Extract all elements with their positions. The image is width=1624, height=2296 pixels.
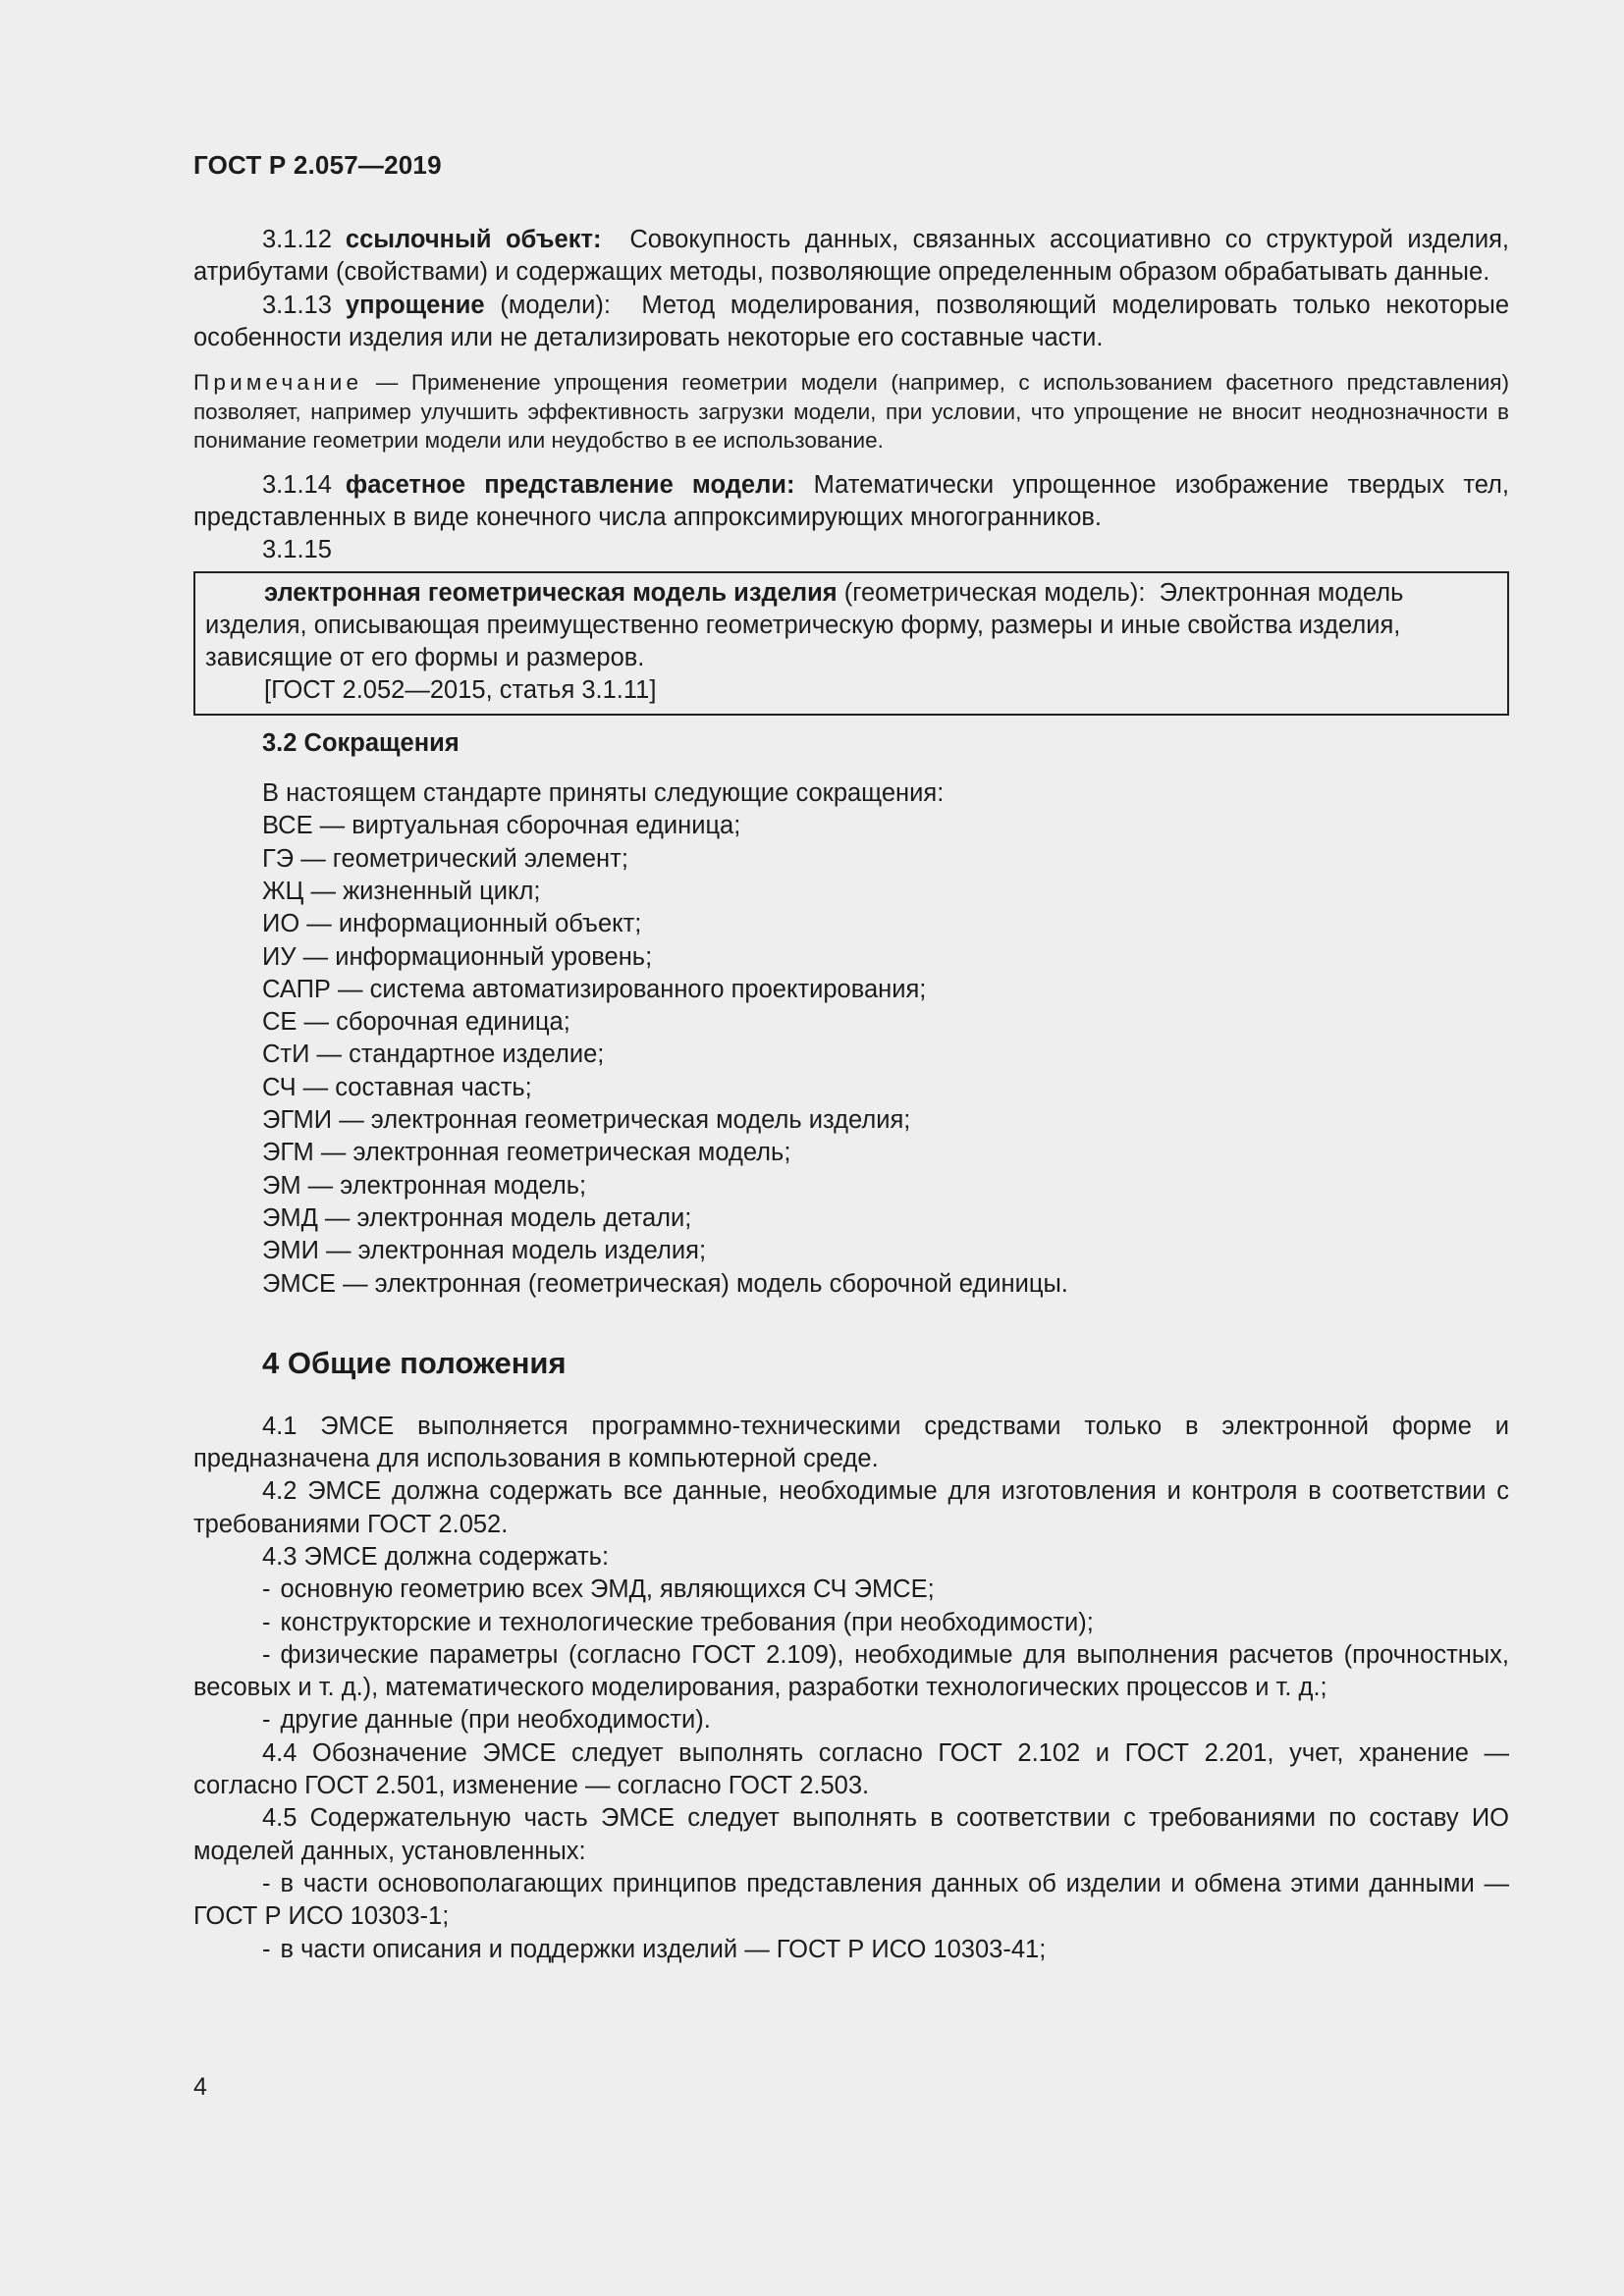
abbreviations-intro: В настоящем стандарте приняты следующие сокращения: bbox=[262, 779, 945, 808]
term-name: ссылочный объект: bbox=[345, 226, 602, 253]
term-3-1-15-box bbox=[193, 571, 1509, 716]
list-item-text: в части описания и поддержки изделий — ГОСТ Р ИСО 10303-41; bbox=[280, 1935, 1047, 1963]
list-item-text: в части основополагающих принципов представления данных об изделии и обмена этими данными — ГОСТ Р ИСО 10303-1; bbox=[193, 1869, 1509, 1931]
list-item-4-5 bbox=[193, 1934, 1509, 1966]
abbreviation-item: СтИ — стандартное изделие; bbox=[262, 1041, 605, 1069]
abbreviation-item: ЭМ — электронная модель; bbox=[262, 1171, 587, 1200]
list-item-4-3 bbox=[193, 1574, 1509, 1606]
abbreviation-item: ЭГМ — электронная геометрическая модель; bbox=[262, 1139, 791, 1167]
dash-marker: - bbox=[262, 1935, 271, 1963]
term-qualifier: (модели): bbox=[500, 291, 611, 319]
term-number: 3.1.13 bbox=[262, 291, 332, 319]
note-text: — Применение упрощения геометрии модели (например, с использованием фасетного представления) позволяет, например улучшить эффективность загрузки модели, при условии, что упрощение не вносит неоднозначности в понимание геометрии модели или неудобство в ее использование. bbox=[193, 370, 1509, 454]
list-item-4-5 bbox=[193, 1868, 1509, 1934]
abbreviation-item: ГЭ — геометрический элемент; bbox=[262, 844, 628, 873]
paragraph-4-5: 4.5 Содержательную часть ЭМСЕ следует выполнять в соответствии с требованиями по составу ИО моделей данных, установленных: bbox=[193, 1804, 1509, 1865]
abbreviation-item: ЭМД — электронная модель детали; bbox=[262, 1203, 692, 1232]
list-item-text: основную геометрию всех ЭМД, являющихся СЧ ЭМСЕ; bbox=[280, 1575, 935, 1604]
abbreviation-item: ЖЦ — жизненный цикл; bbox=[262, 877, 541, 905]
paragraph-4-4: 4.4 Обозначение ЭМСЕ следует выполнять согласно ГОСТ 2.102 и ГОСТ 2.201, учет, хранение — согласно ГОСТ 2.501, изменение — согласно ГОСТ 2.503. bbox=[193, 1738, 1509, 1800]
term-name: фасетное представление модели: bbox=[345, 470, 795, 499]
list-item-text: другие данные (при необходимости). bbox=[280, 1706, 711, 1735]
paragraph-4-2: 4.2 ЭМСЕ должна содержать все данные, необходимые для изготовления и контроля в соответствии с требованиями ГОСТ 2.052. bbox=[193, 1477, 1509, 1538]
abbreviation-item: ВСЕ — виртуальная сборочная единица; bbox=[262, 812, 741, 840]
term-number: 3.1.12 bbox=[262, 226, 332, 253]
list-item-text: физические параметры (согласно ГОСТ 2.109), необходимые для выполнения расчетов (прочностных, весовых и т. д.), математического моделирования, разработки технологических процессов и т. д.; bbox=[193, 1640, 1509, 1702]
term-source: [ГОСТ 2.052—2015, статья 3.1.11] bbox=[264, 676, 657, 705]
section-3-2-heading: 3.2 Сокращения bbox=[262, 728, 460, 757]
abbreviation-item: ИУ — информационный уровень; bbox=[262, 942, 653, 971]
abbreviation-item: САПР — система автоматизированного проектирования; bbox=[262, 975, 927, 1003]
list-item-4-3 bbox=[193, 1639, 1509, 1705]
dash-marker: - bbox=[262, 1869, 271, 1897]
abbreviation-item: ЭГМИ — электронная геометрическая модель изделия; bbox=[262, 1106, 911, 1135]
list-item-4-3 bbox=[193, 1607, 1509, 1639]
document-code-header: ГОСТ Р 2.057—2019 bbox=[193, 150, 442, 180]
term-name: электронная геометрическая модель изделия bbox=[264, 578, 838, 607]
abbreviation-item: СЕ — сборочная единица; bbox=[262, 1008, 570, 1037]
abbreviation-item: ЭМСЕ — электронная (геометрическая) модель сборочной единицы. bbox=[262, 1269, 1068, 1298]
page-number: 4 bbox=[193, 2073, 207, 2101]
term-3-1-15 bbox=[205, 577, 1497, 675]
term-3-1-14 bbox=[193, 469, 1509, 535]
term-definition: Совокупность данных, связанных ассоциативно со структурой изделия, атрибутами (свойствами) и содержащих методы, позволяющие определенным образом обрабатывать данные. bbox=[193, 226, 1509, 287]
term-name: упрощение bbox=[345, 291, 485, 319]
document-body bbox=[193, 224, 1509, 1966]
dash-marker: - bbox=[262, 1575, 271, 1604]
note bbox=[193, 368, 1509, 455]
list-item-4-3 bbox=[193, 1704, 1509, 1736]
section-4-heading: 4 Общие положения bbox=[262, 1345, 567, 1380]
term-3-1-13 bbox=[193, 290, 1509, 355]
dash-marker: - bbox=[262, 1640, 271, 1669]
abbreviation-item: ИО — информационный объект; bbox=[262, 910, 642, 938]
term-definition: Математически упрощенное изображение твердых тел, представленных в виде конечного числа аппроксимирующих многогранников. bbox=[193, 470, 1510, 531]
dash-marker: - bbox=[262, 1608, 271, 1636]
term-3-1-12 bbox=[193, 224, 1509, 290]
abbreviations-list bbox=[193, 810, 1509, 1300]
abbreviation-item: СЧ — составная часть; bbox=[262, 1073, 532, 1101]
list-item-text: конструкторские и технологические требования (при необходимости); bbox=[280, 1608, 1094, 1636]
term-definition: Метод моделирования, позволяющий моделировать только некоторые особенности изделия или не детализировать некоторые его составные части. bbox=[193, 291, 1510, 351]
note-label: Примечание bbox=[193, 370, 363, 396]
paragraph-4-3: 4.3 ЭМСЕ должна содержать: bbox=[262, 1543, 610, 1571]
term-definition: Электронная модель изделия, описывающая преимущественно геометрическую форму, размеры и иные свойства изделия, зависящие от его формы и размеров. bbox=[205, 578, 1404, 672]
term-3-1-15-number: 3.1.15 bbox=[262, 536, 332, 564]
term-number: 3.1.14 bbox=[262, 470, 332, 499]
paragraph-4-1: 4.1 ЭМСЕ выполняется программно-техническими средствами только в электронной форме и предназначена для использования в компьютерной среде. bbox=[193, 1412, 1509, 1473]
abbreviation-item: ЭМИ — электронная модель изделия; bbox=[262, 1237, 707, 1265]
term-qualifier: (геометрическая модель): bbox=[843, 578, 1146, 607]
dash-marker: - bbox=[262, 1706, 271, 1735]
